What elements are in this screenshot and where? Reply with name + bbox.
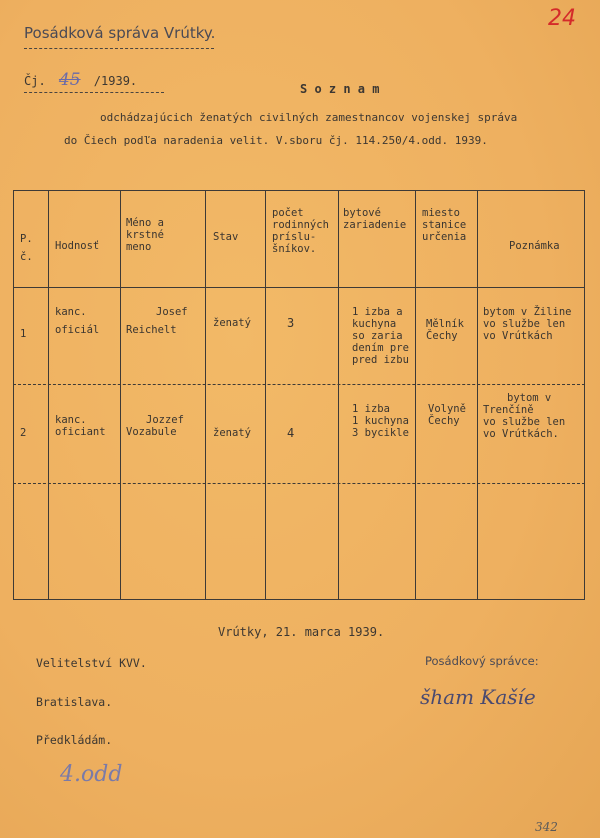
row1-station: Mělník Čechy [426,318,464,342]
row2-station: Volyně Čechy [428,403,466,427]
table-col-divider [477,190,478,600]
header-no: P. č. [20,233,33,263]
row1-housing: 1 izba a kuchyna so zaria dením pre pred izbu [352,306,409,366]
header-note: Poznámka [509,240,560,252]
subtitle-line-2: do Čiech podľa naradenia velit. V.sboru čj. 114.250/4.odd. 1939. [64,134,488,147]
stamp-underline [24,48,214,49]
table-row-divider [13,483,585,484]
signature: šham Kašíe [420,685,536,709]
row2-no: 2 [20,427,27,439]
header-station: miesto stanice určenia [422,207,467,243]
row1-family: 3 [287,316,295,330]
handwritten-note: 4.odd [60,762,123,787]
table-col-divider [265,190,266,600]
ref-suffix: /1939. [93,74,138,88]
place-date: Vrútky, 21. marca 1939. [218,625,385,639]
address-line-2: Bratislava. [36,695,113,709]
header-status: Stav [213,231,239,243]
row2-rank: kanc. oficiant [55,414,106,438]
header-name: Méno a krstné meno [126,217,164,253]
page-number: 24 [548,6,576,31]
address-line-3: Předkládám. [36,733,113,747]
ref-underline [24,92,164,93]
row2-status: ženatý [213,427,251,439]
row2-housing: 1 izba 1 kuchyna 3 bycikle [352,403,409,439]
subtitle-line-1: odchádzajúcich ženatých civilných zamestnancov vojenskej správa [100,111,518,124]
header-rank: Hodnosť [55,240,100,252]
row1-rank: kanc. oficiál [55,306,100,336]
row1-note: bytom v Žiline vo službe len vo Vrútkách [483,306,572,342]
table-header-divider [13,287,585,288]
row1-no: 1 [20,328,27,340]
row1-name: Josef Reichelt [126,306,188,336]
table-col-divider [48,190,49,600]
row2-family: 4 [287,426,295,440]
header-family: počet rodinných príslu- šníkov. [272,207,329,255]
ref-prefix: Čj. [24,74,46,88]
table-col-divider [120,190,121,600]
bottom-number: 342 [535,820,558,834]
ref-handwritten-number: 45 [58,70,81,90]
stamp-header: Posádková správa Vrútky. [24,24,216,42]
table-col-divider [415,190,416,600]
table-row-divider [13,384,585,385]
row1-status: ženatý [213,317,251,329]
row2-name: Jozzef Vozabule [126,414,184,438]
table-col-divider [205,190,206,600]
reference-number [24,70,137,90]
address-line-1: Velitelství KVV. [36,656,147,670]
header-housing: bytové zariadenie [343,207,407,231]
document-title: S o z n a m [300,82,380,96]
table-col-divider [338,190,339,600]
signature-title: Posádkový správce: [425,654,539,668]
row2-note: bytom v Trenčíně vo službe len vo Vrútkách. [483,392,566,440]
